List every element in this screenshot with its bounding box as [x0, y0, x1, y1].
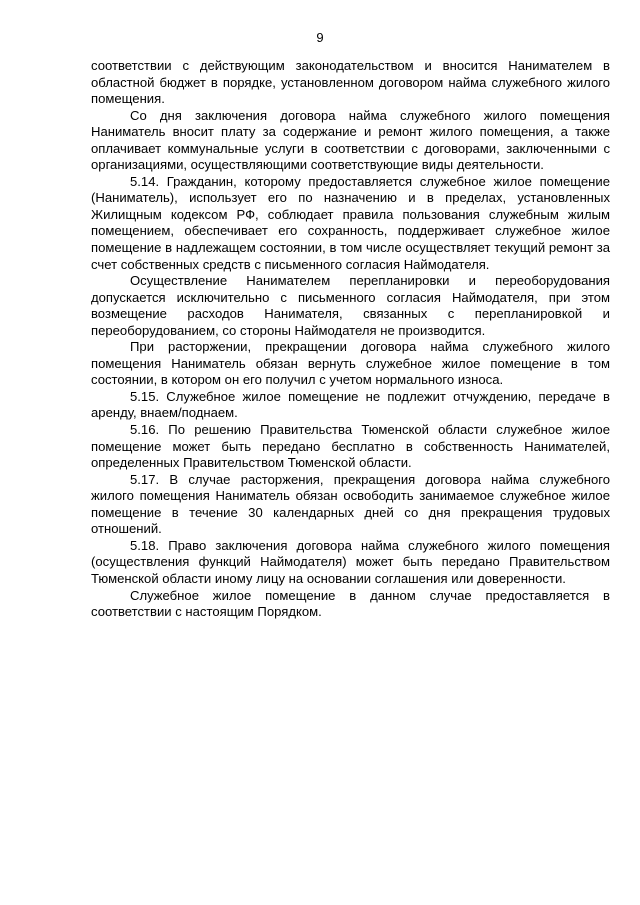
document-body	[91, 58, 610, 621]
paragraph-5-15: 5.15. Служебное жилое помещение не подлежит отчуждению, передаче в аренду, внаем/поднаем.	[91, 388, 610, 421]
paragraph-final: Служебное жилое помещение в данном случае предоставляется в соответствии с настоящим Порядком.	[91, 587, 610, 620]
paragraph-5-17: 5.17. В случае расторжения, прекращения договора найма служебного жилого помещения Наниматель обязан освободить занимаемое служебное жилое помещение в течение 30 календарных дней со дня прекращения трудовых отношений.	[91, 471, 610, 537]
paragraph-5-16: 5.16. По решению Правительства Тюменской области служебное жилое помещение может быть передано бесплатно в собственность Нанимателей, определенных Правительством Тюменской области.	[91, 422, 610, 471]
page-number: 9	[316, 30, 324, 45]
paragraph-payment-continuation: соответствии с действующим законодательством и вносится Нанимателем в областной бюджет в порядке, установленном договором найма служебного жилого помещения.	[91, 58, 610, 107]
paragraph-redevelopment: Осуществление Нанимателем перепланировки и переоборудования допускается исключительно с письменного согласия Наймодателя, при этом возмещение расходов Нанимателя, связанных с перепланировкой и переоборудованием, со стороны Наймодателя не производится.	[91, 273, 610, 338]
paragraph-maintenance-fee: Со дня заключения договора найма служебного жилого помещения Наниматель вносит плату за содержание и ремонт жилого помещения, а также оплачивает коммунальные услуги в соответствии с договорами, заключенными с организациями, осуществляющими соответствующие виды деятельности.	[91, 107, 610, 173]
paragraph-termination-return: При расторжении, прекращении договора найма служебного жилого помещения Наниматель обязан вернуть служебное жилое помещение в том состоянии, в котором он его получил с учетом нормального износа.	[91, 339, 610, 388]
paragraph-5-14: 5.14. Гражданин, которому предоставляется служебное жилое помещение (Наниматель), использует его по назначению и в пределах, установленных Жилищным кодексом РФ, соблюдает правила пользования служебным жилым помещением, обеспечивает его сохранность, поддерживает служебное жилое помещение в надлежащем состоянии, в том числе осуществляет текущий ремонт за счет собственных средств с письменного согласия Наймодателя.	[91, 173, 610, 272]
paragraph-5-18: 5.18. Право заключения договора найма служебного жилого помещения (осуществления функций Наймодателя) может быть передано Правительством Тюменской области иному лицу на основании соглашения или доверенности.	[91, 537, 610, 586]
